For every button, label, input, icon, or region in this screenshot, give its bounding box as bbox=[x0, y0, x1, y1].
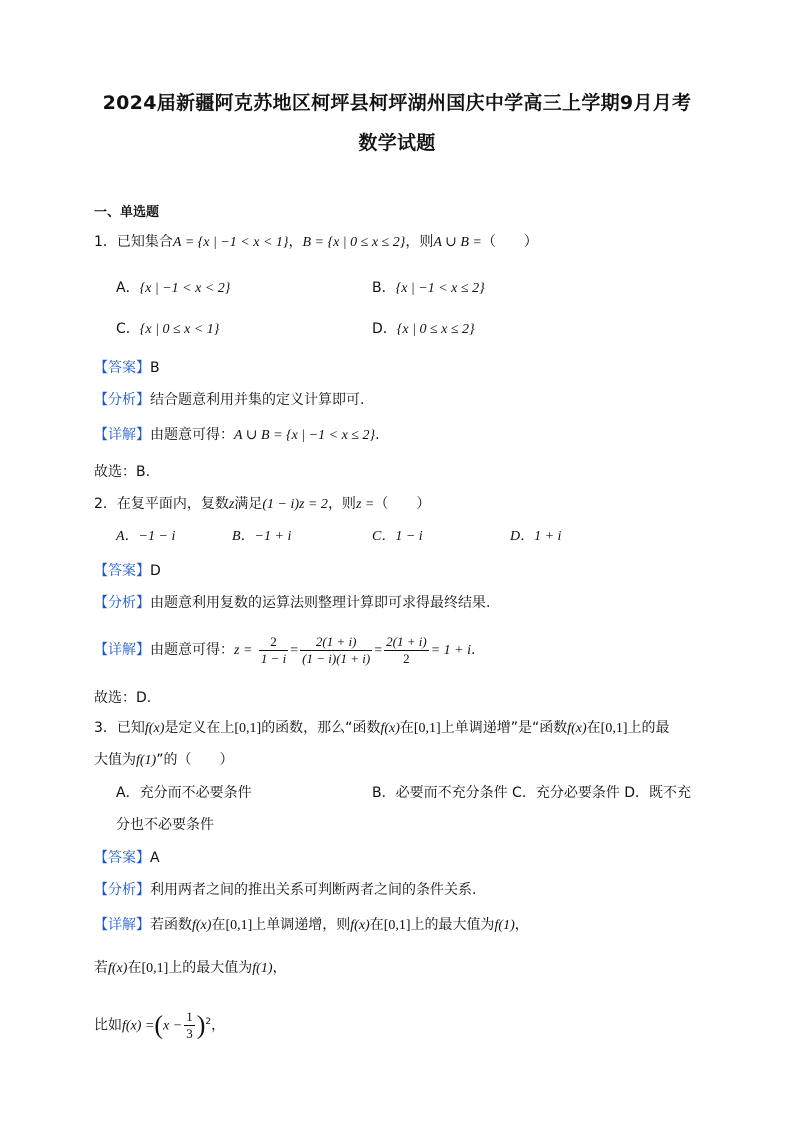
q3-interval: [0,1] bbox=[225, 918, 253, 933]
q3-detail-text: ， bbox=[211, 1017, 226, 1034]
q1-answer-value: B bbox=[150, 360, 160, 376]
q2-fraction-2-den: (1 − i)(1 + i) bbox=[302, 650, 371, 666]
q2-ask: z = bbox=[355, 497, 375, 512]
q1-paren: （ ） bbox=[481, 234, 538, 250]
document-subtitle: 数学试题 bbox=[358, 132, 436, 154]
q3-text: 上单调递增”是“函数 bbox=[440, 720, 568, 736]
q2-fraction-3 bbox=[384, 634, 429, 667]
q3-option-bcd: B．必要而不充分条件 C．充分必要条件 D．既不充 bbox=[372, 785, 692, 801]
q2-analysis bbox=[94, 593, 490, 613]
q3-f1: f(1) bbox=[494, 918, 515, 933]
q3-detail-line-1 bbox=[94, 915, 529, 936]
q1-option-a bbox=[116, 278, 230, 299]
detail-tag: 【详解】 bbox=[94, 642, 150, 658]
q2-detail-text: 由题意可得： bbox=[150, 642, 234, 658]
q2-stem-text-2: 满足 bbox=[234, 496, 263, 512]
section-heading: 一、单选题 bbox=[94, 205, 160, 220]
q2-analysis-text: 由题意利用复数的运算法则整理计算即可求得最终结果. bbox=[150, 595, 491, 611]
q3-detail-text: 上的最大值为 bbox=[410, 917, 495, 933]
q3-text: 是定义在上 bbox=[164, 720, 235, 736]
q2-choose: 故选：D. bbox=[94, 690, 152, 706]
q1-detail bbox=[94, 425, 380, 446]
q3-detail-text: 在 bbox=[127, 960, 142, 976]
q3-detail-text: ， bbox=[272, 960, 287, 976]
q1-analysis-text: 结合题意利用并集的定义计算即可. bbox=[150, 392, 365, 408]
q2-option-a: A．−1 − i bbox=[116, 529, 176, 544]
answer-tag: 【答案】 bbox=[94, 360, 150, 376]
q1-option-c-label: C． bbox=[116, 321, 140, 337]
q3-fx: f(x) bbox=[380, 721, 400, 736]
q3-detail-line-2 bbox=[94, 958, 286, 979]
q2-fraction-1-den: 1 − i bbox=[260, 650, 287, 666]
q3-fx: f(x) bbox=[567, 721, 587, 736]
q3-detail-text: 在 bbox=[211, 917, 226, 933]
detail-tag: 【详解】 bbox=[94, 427, 150, 443]
q3-text: 上的最 bbox=[627, 720, 670, 736]
q2-result: = 1 + i bbox=[430, 643, 471, 658]
q3-detail-text: ， bbox=[514, 917, 529, 933]
q3-fraction-den: 3 bbox=[186, 1026, 193, 1042]
q2-option-c: C．1 − i bbox=[372, 529, 423, 544]
q1-detail-text: 由题意可得： bbox=[150, 427, 234, 443]
q3-text: 在 bbox=[399, 720, 414, 736]
q1-option-d-value: {x | 0 ≤ x ≤ 2} bbox=[396, 322, 475, 337]
q3-text: 大值为 bbox=[94, 752, 136, 768]
q2-stem-text: 2．在复平面内，复数 bbox=[94, 496, 229, 512]
q1-option-b bbox=[372, 278, 485, 299]
q2-z: z bbox=[228, 497, 235, 512]
q3-x-minus: x − bbox=[163, 1018, 183, 1034]
q3-fraction-num: 1 bbox=[186, 1009, 193, 1025]
q3-detail-line-3 bbox=[94, 1002, 225, 1047]
analysis-tag: 【分析】 bbox=[94, 392, 150, 408]
q3-f1: f(1) bbox=[252, 961, 273, 976]
analysis-tag: 【分析】 bbox=[94, 595, 150, 611]
q3-option-a: A．充分而不必要条件 bbox=[116, 785, 252, 801]
q2-paren: （ ） bbox=[374, 496, 431, 512]
q3-answer-value: A bbox=[150, 850, 160, 866]
q3-stem-line-2 bbox=[94, 750, 233, 771]
q1-analysis bbox=[94, 390, 364, 410]
q3-left-paren: ( bbox=[154, 1010, 164, 1040]
q2-fraction-3-den: 2 bbox=[403, 650, 410, 666]
q1-set-b: B = {x | 0 ≤ x ≤ 2} bbox=[302, 235, 406, 250]
q3-option-continued: 分也不必要条件 bbox=[116, 817, 214, 833]
q1-option-d bbox=[372, 319, 475, 340]
q3-detail-text: 上的最大值为 bbox=[168, 960, 253, 976]
q3-fx: f(x) bbox=[192, 918, 212, 933]
q1-option-d-label: D． bbox=[372, 321, 397, 337]
q1-option-b-label: B． bbox=[372, 280, 396, 296]
q3-text: 在 bbox=[586, 720, 601, 736]
q2-z-eq: z = bbox=[234, 643, 253, 658]
q2-stem bbox=[94, 494, 430, 515]
q3-exponent: 2 bbox=[205, 1017, 212, 1027]
q3-fx: f(x) bbox=[144, 721, 165, 736]
q2-eq-sign-2: = bbox=[374, 643, 383, 658]
q1-stem-text-2: ，则 bbox=[405, 234, 434, 250]
q2-detail-end: . bbox=[471, 642, 476, 658]
q3-text: ”的（ ） bbox=[156, 752, 234, 768]
q2-fraction-2-num: 2(1 + i) bbox=[300, 634, 372, 651]
q3-fx: f(x) bbox=[350, 918, 370, 933]
q3-analysis-text: 利用两者之间的推出关系可判断两者之间的条件关系. bbox=[150, 882, 477, 898]
q3-detail-text: 在 bbox=[369, 917, 384, 933]
q1-option-c bbox=[116, 319, 219, 340]
q2-fraction-2 bbox=[300, 634, 372, 667]
q3-interval: [0,1] bbox=[413, 721, 441, 736]
q2-fraction-1-num: 2 bbox=[259, 634, 288, 651]
q1-set-a: A = {x | −1 < x < 1} bbox=[172, 235, 289, 250]
q3-detail-text: 上单调递增，则 bbox=[252, 917, 351, 933]
q1-option-a-value: {x | −1 < x < 2} bbox=[139, 281, 231, 296]
q3-answer bbox=[94, 848, 160, 868]
q2-answer-value: D bbox=[150, 563, 161, 579]
q2-fraction-3-num: 2(1 + i) bbox=[386, 633, 427, 649]
q3-text: 的函数，那么“函数 bbox=[261, 720, 381, 736]
detail-tag: 【详解】 bbox=[94, 917, 150, 933]
q3-detail-text: 若函数 bbox=[150, 917, 192, 933]
q2-detail bbox=[94, 630, 475, 671]
q2-fraction-1 bbox=[259, 634, 288, 667]
q2-option-d: D．1 + i bbox=[510, 529, 562, 544]
q3-stem-line-1 bbox=[94, 718, 670, 739]
q1-sep: ， bbox=[288, 234, 303, 250]
answer-tag: 【答案】 bbox=[94, 563, 150, 579]
q1-answer bbox=[94, 358, 160, 378]
q3-detail-text: 若 bbox=[94, 960, 108, 976]
q3-detail-text: 比如 bbox=[94, 1017, 122, 1034]
q2-stem-text-3: ，则 bbox=[327, 496, 356, 512]
q2-eq: (1 − i)z = 2 bbox=[262, 497, 328, 512]
q3-interval: [0,1] bbox=[600, 721, 628, 736]
q1-stem-text: 1．已知集合 bbox=[94, 234, 173, 250]
q1-ask: A ∪ B = bbox=[433, 235, 482, 250]
q2-eq-sign-1: = bbox=[290, 643, 299, 658]
q3-text: 3．已知 bbox=[94, 720, 145, 736]
q1-option-a-label: A． bbox=[116, 280, 140, 296]
analysis-tag: 【分析】 bbox=[94, 882, 150, 898]
q1-detail-math: A ∪ B = {x | −1 < x ≤ 2} bbox=[234, 428, 376, 443]
q3-right-paren: ) bbox=[196, 1010, 206, 1040]
q3-interval: [0,1] bbox=[141, 961, 169, 976]
q1-choose: 故选：B. bbox=[94, 464, 151, 480]
q3-analysis bbox=[94, 880, 476, 900]
q2-answer bbox=[94, 561, 161, 581]
q3-interval: [0,1] bbox=[383, 918, 411, 933]
q3-fraction bbox=[184, 1009, 195, 1042]
q1-detail-end: . bbox=[375, 427, 380, 443]
q3-fx: f(x) bbox=[108, 961, 128, 976]
q1-stem bbox=[94, 232, 538, 253]
answer-tag: 【答案】 bbox=[94, 850, 150, 866]
document-title: 2024届新疆阿克苏地区柯坪县柯坪湖州国庆中学高三上学期9月月考 bbox=[102, 92, 692, 114]
q3-fx-eq: f(x) = bbox=[122, 1018, 155, 1034]
q1-option-c-value: {x | 0 ≤ x < 1} bbox=[139, 322, 220, 337]
q1-option-b-value: {x | −1 < x ≤ 2} bbox=[395, 281, 485, 296]
q3-f1: f(1) bbox=[136, 753, 157, 768]
q2-option-b: B．−1 + i bbox=[232, 529, 292, 544]
q3-interval: [0,1] bbox=[234, 721, 262, 736]
